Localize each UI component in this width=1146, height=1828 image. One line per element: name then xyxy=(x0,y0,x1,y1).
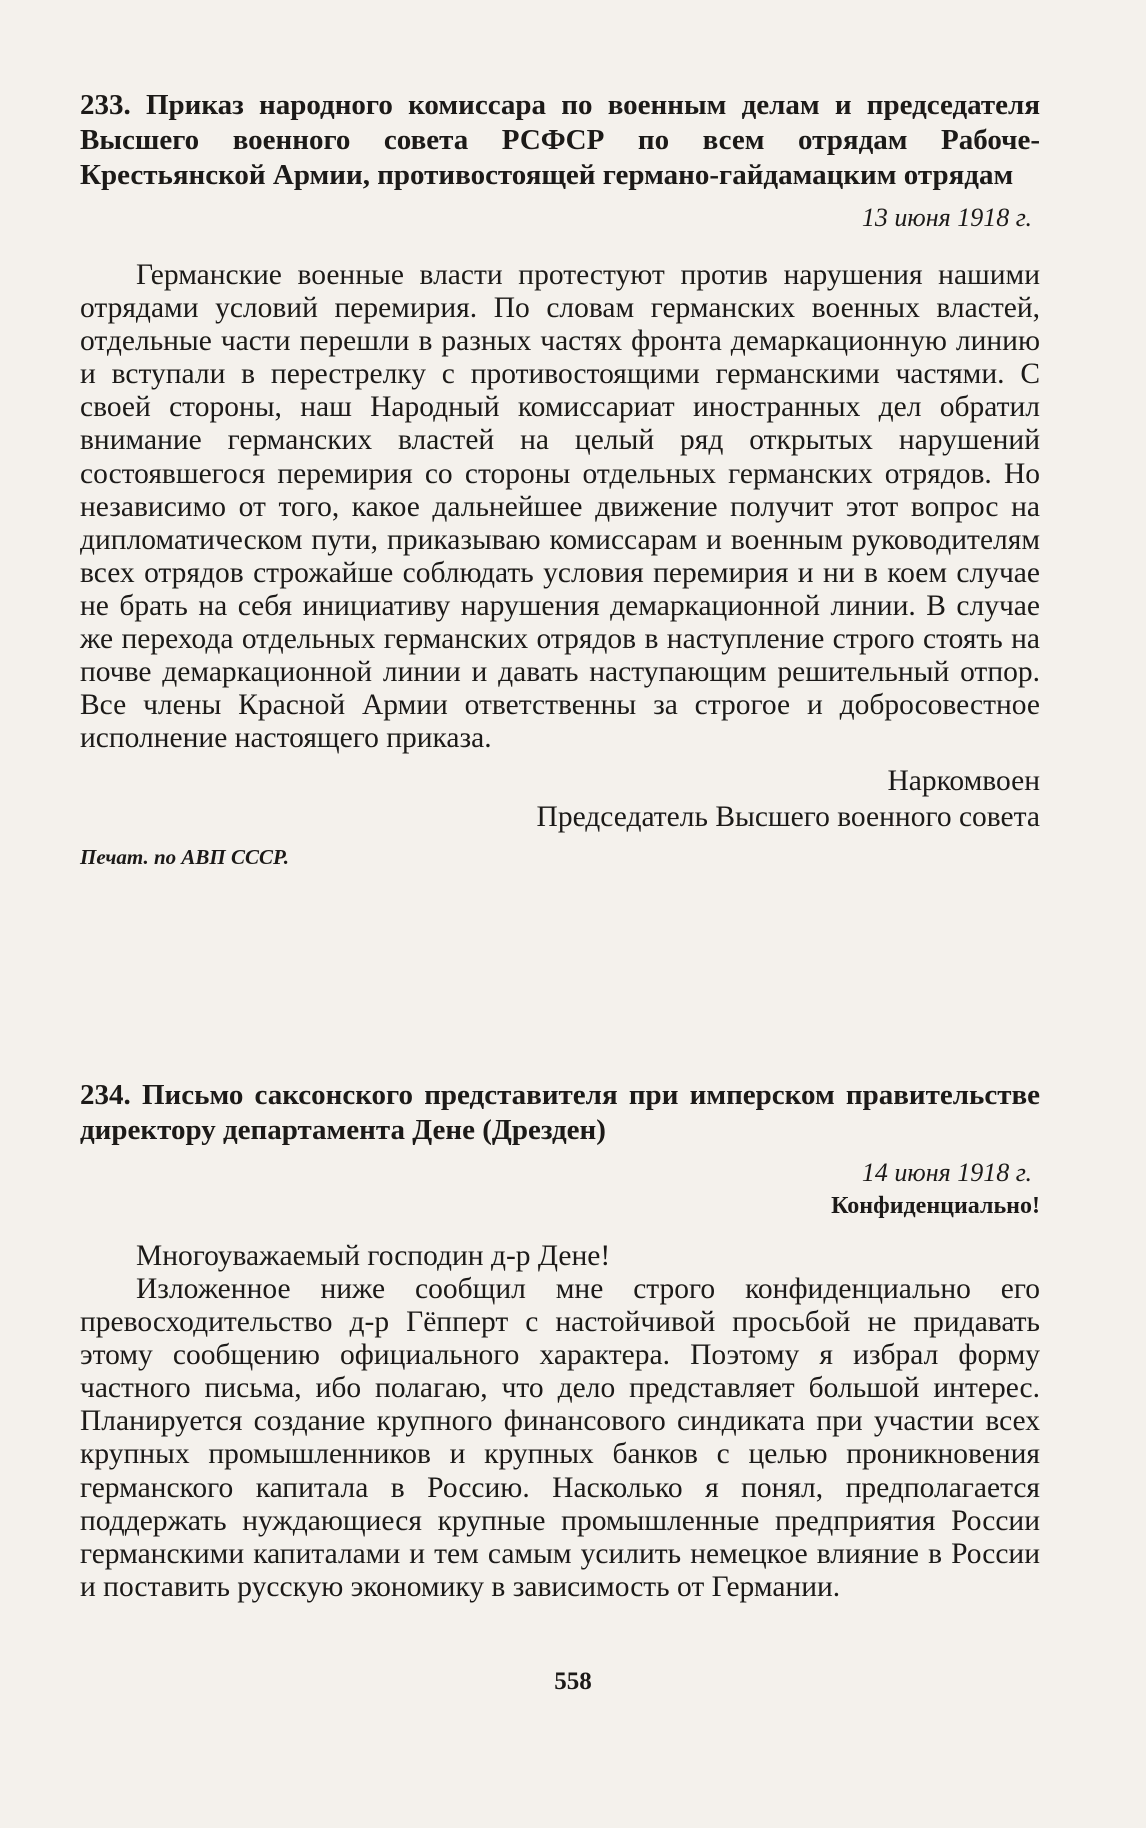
document-233 xyxy=(80,88,1040,871)
document-233-body: Германские военные власти протестуют против нарушения нашими отрядами условий перемирия. По словам германских военных властей, отдельные части перешли в разных частях фронта демаркационную линию и вступали в перестрелку с противостоящими германскими частями. С своей стороны, наш Народный комиссариат иностранных дел обратил внимание германских властей на целый ряд открытых нарушений состоявшегося перемирия со стороны отдельных германских отрядов. Но независимо от того, какое дальнейшее движение получит этот вопрос на дипломатическом пути, приказываю комиссарам и военным руководителям всех отрядов строжайше соблюдать условия перемирия и ни в коем случае не брать на себя инициативу нарушения демаркационной линии. В случае же перехода отдельных германских отрядов в наступление строго стоять на почве демаркационной линии и давать наступающим решительный отпор. Все члены Красной Армии ответственны за строгое и добросовестное исполнение настоящего приказа. xyxy=(80,259,1040,755)
document-234 xyxy=(80,1078,1040,1604)
document-234-heading xyxy=(80,1078,1040,1148)
document-234-classification: Конфиденциально! xyxy=(831,1193,1040,1219)
document-234-date: 14 июня 1918 г. xyxy=(861,1158,1032,1187)
document-233-source-note: Печат. по АВП СССР. xyxy=(80,845,290,870)
document-233-title: Приказ народного комиссара по военным делам и председателя Высшего военного совета РСФСР по всем отрядам Рабоче-Крестьянской Армии, противостоящей германо-гайдамацким отрядам xyxy=(80,89,1041,191)
document-233-number: 233. xyxy=(80,89,131,121)
document-233-heading xyxy=(80,88,1040,193)
page-number: 558 xyxy=(554,1668,592,1695)
document-233-date: 13 июня 1918 г. xyxy=(861,203,1032,232)
document-234-salutation: Многоуважаемый господин д-р Дене! xyxy=(136,1240,611,1272)
document-234-number: 234. xyxy=(80,1079,131,1111)
document-234-body: Изложенное ниже сообщил мне строго конфиденциально его превосходительство д-р Гёпперт с настойчивой просьбой не придавать этому сообщению официального характера. Поэтому я избрал форму частного письма, ибо полагаю, что дело представляет большой интерес. Планируется создание крупного финансового синдиката при участии всех крупных промышленников и крупных банков с целью проникновения германского капитала в Россию. Насколько я понял, предполагается поддержать нуждающиеся крупные промышленные предприятия России германскими капиталами и тем самым усилить немецкое влияние в России и поставить русскую экономику в зависимость от Германии. xyxy=(80,1273,1040,1603)
signature-narkomvoen: Наркомвоен xyxy=(887,765,1040,798)
document-234-title: Письмо саксонского представителя при имперском правительстве директору департамента Дене (Дрезден) xyxy=(80,1079,1040,1146)
signature-chairman: Председатель Высшего военного совета xyxy=(536,801,1040,834)
